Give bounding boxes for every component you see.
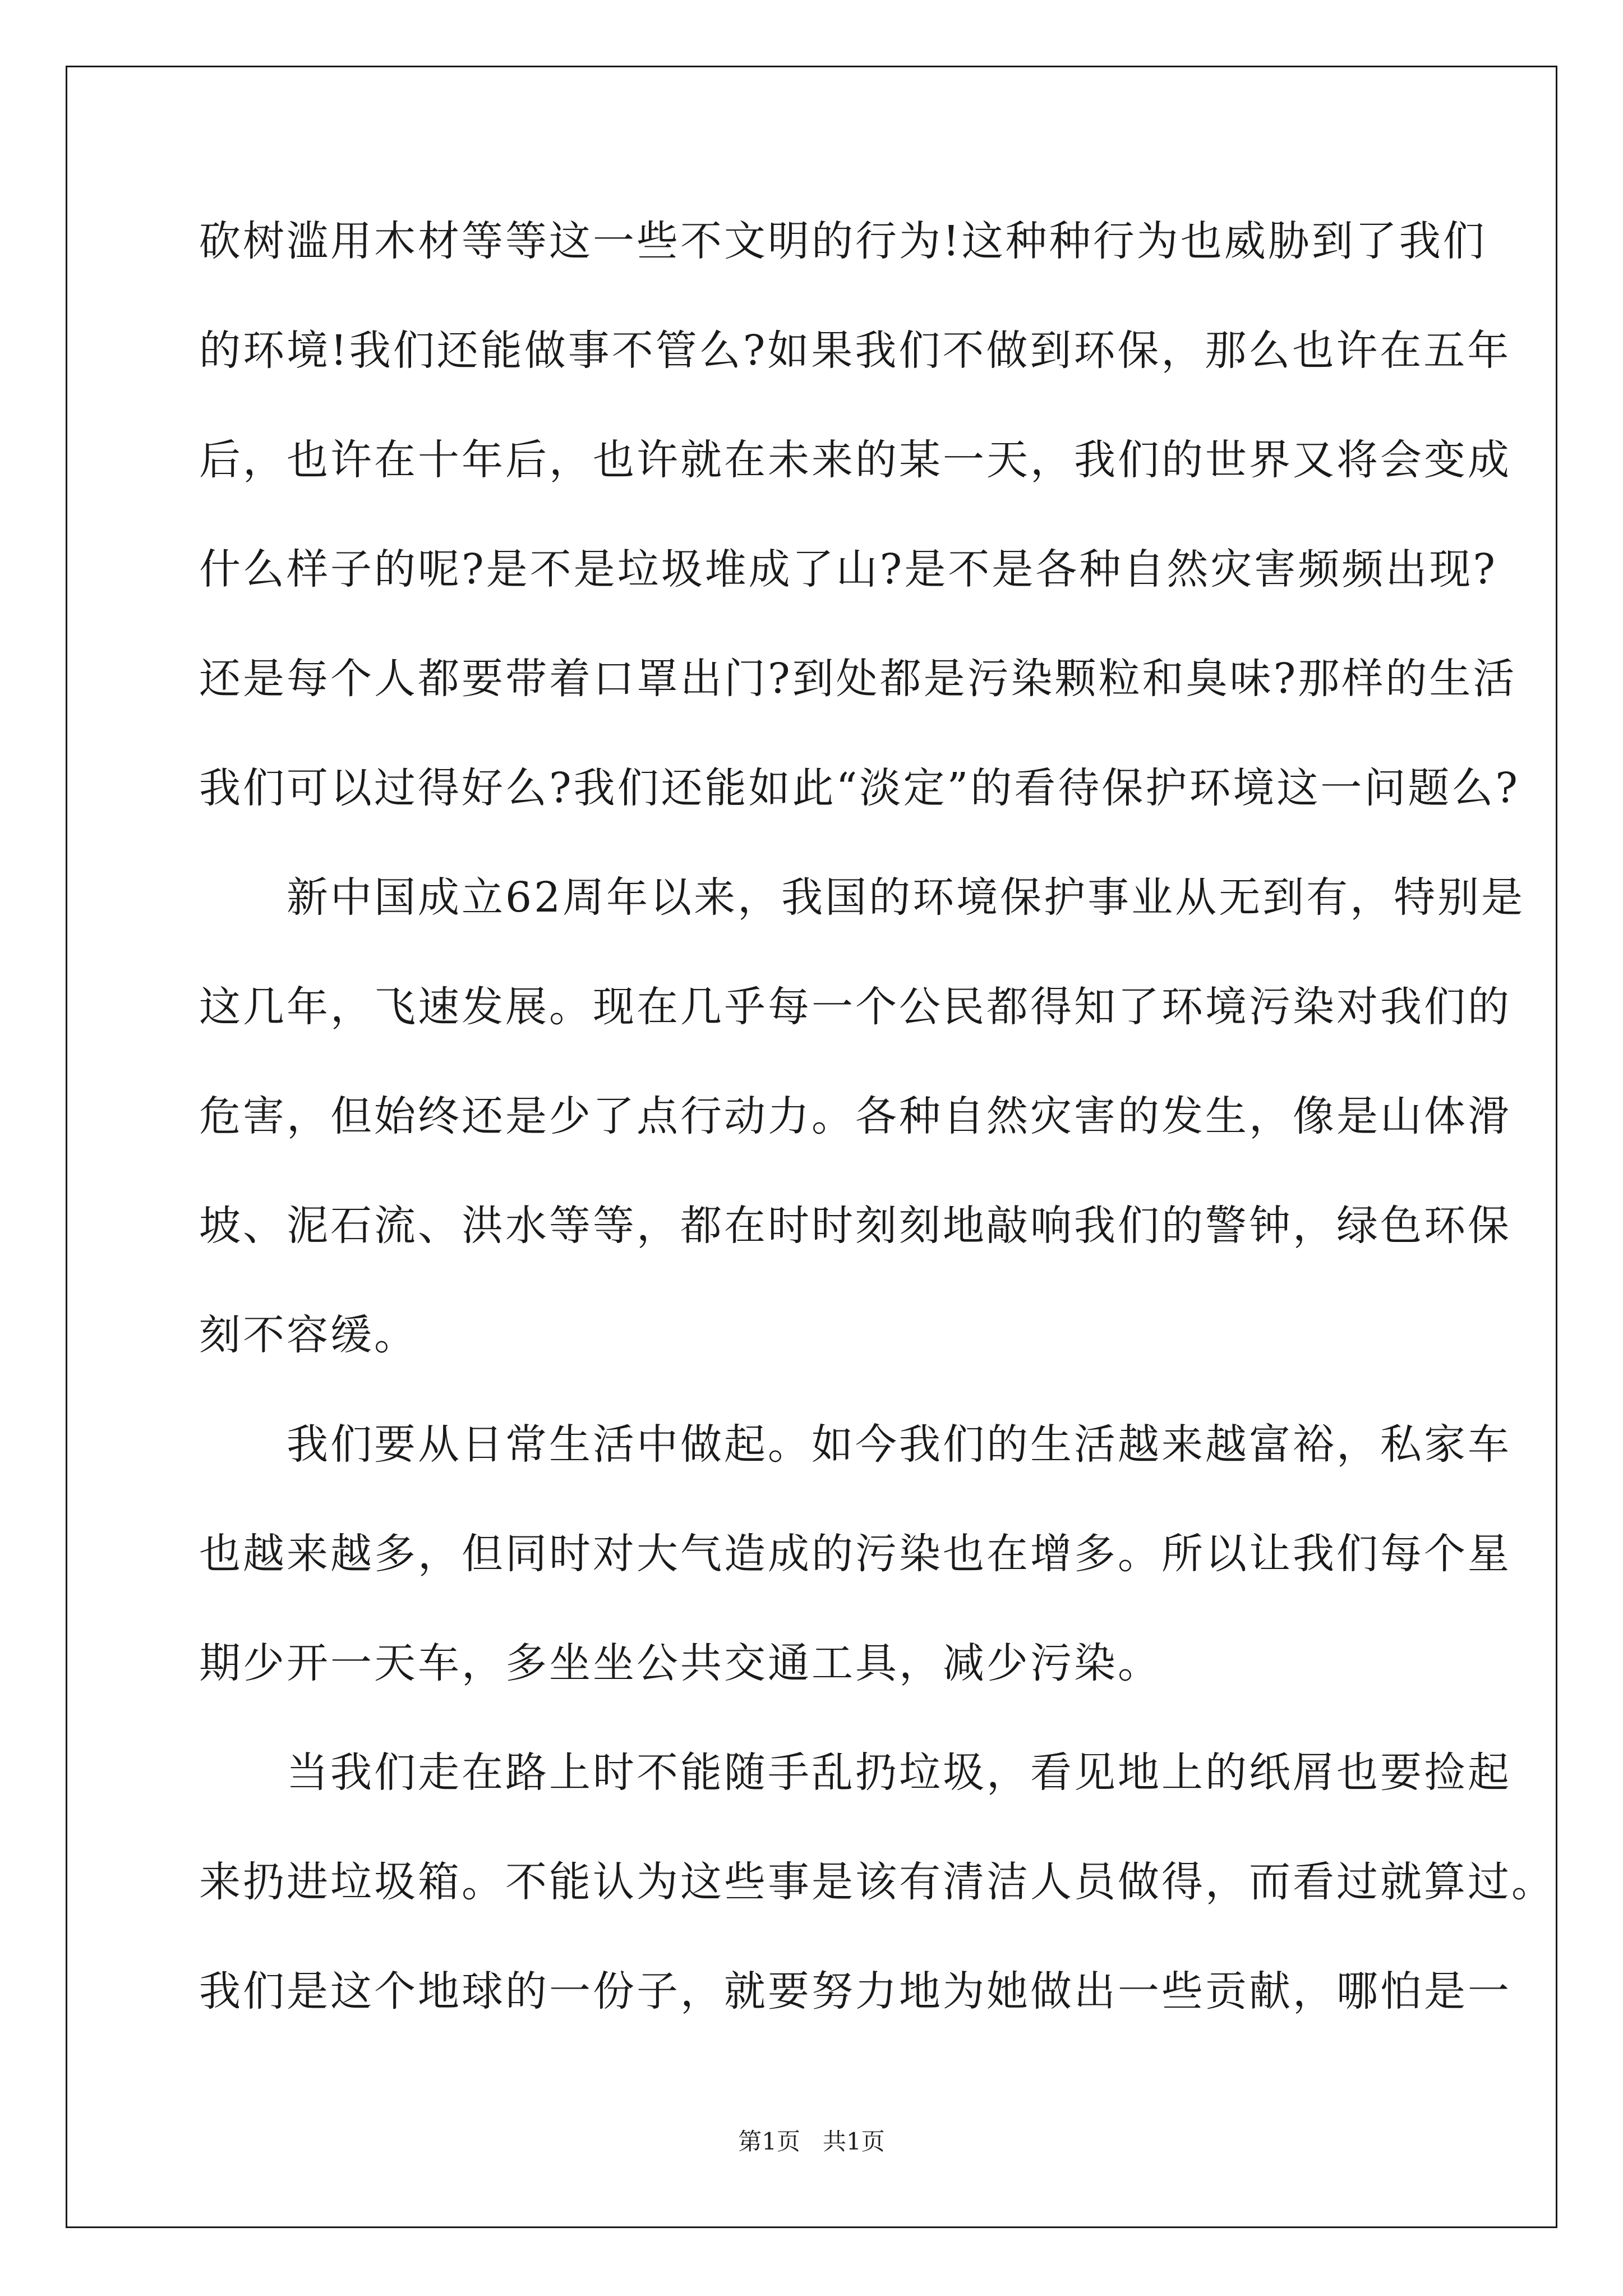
text-line: 也越来越多，但同时对大气造成的污染也在增多。所以让我们每个星: [199, 1530, 1511, 1578]
text-line: 后，也许在十年后，也许就在未来的某一天，我们的世界又将会变成: [199, 436, 1511, 484]
text-line: 砍树滥用木材等等这一些不文明的行为!这种种行为也威胁到了我们: [199, 217, 1487, 265]
text-line: 期少开一天车，多坐坐公共交通工具，减少污染。: [199, 1639, 1161, 1687]
text-line: 危害，但始终还是少了点行动力。各种自然灾害的发生，像是山体滑: [199, 1092, 1511, 1140]
page-number: 第1页: [738, 2128, 800, 2155]
text-line: 我们可以过得好么?我们还能如此“淡定”的看待保护环境这一问题么?: [199, 764, 1520, 812]
text-line: 还是每个人都要带着口罩出门?到处都是污染颗粒和臭味?那样的生活: [199, 655, 1517, 703]
text-line: 刻不容缓。: [199, 1311, 418, 1359]
text-line: 当我们走在路上时不能随手乱扔垃圾，看见地上的纸屑也要捡起: [199, 1749, 1511, 1797]
text-line: 新中国成立62周年以来，我国的环境保护事业从无到有，特别是: [199, 873, 1525, 922]
text-line: 我们要从日常生活中做起。如今我们的生活越来越富裕，私家车: [199, 1420, 1511, 1469]
text-line: 的环境!我们还能做事不管么?如果我们不做到环保，那么也许在五年: [199, 326, 1511, 375]
page-footer: [0, 2123, 1623, 2157]
text-line: 来扔进垃圾箱。不能认为这些事是该有清洁人员做得，而看过就算过。: [199, 1858, 1555, 1906]
page-total: 共1页: [823, 2128, 885, 2155]
text-line: 什么样子的呢?是不是垃圾堆成了山?是不是各种自然灾害频频出现?: [199, 545, 1498, 593]
text-line: 这几年，飞速发展。现在几乎每一个公民都得知了环境污染对我们的: [199, 983, 1511, 1031]
document-body: [199, 199, 1555, 2059]
text-line: 我们是这个地球的一份子，就要努力地为她做出一些贡献，哪怕是一: [199, 1967, 1511, 2016]
text-line: 坡、泥石流、洪水等等，都在时时刻刻地敲响我们的警钟，绿色环保: [199, 1202, 1511, 1250]
